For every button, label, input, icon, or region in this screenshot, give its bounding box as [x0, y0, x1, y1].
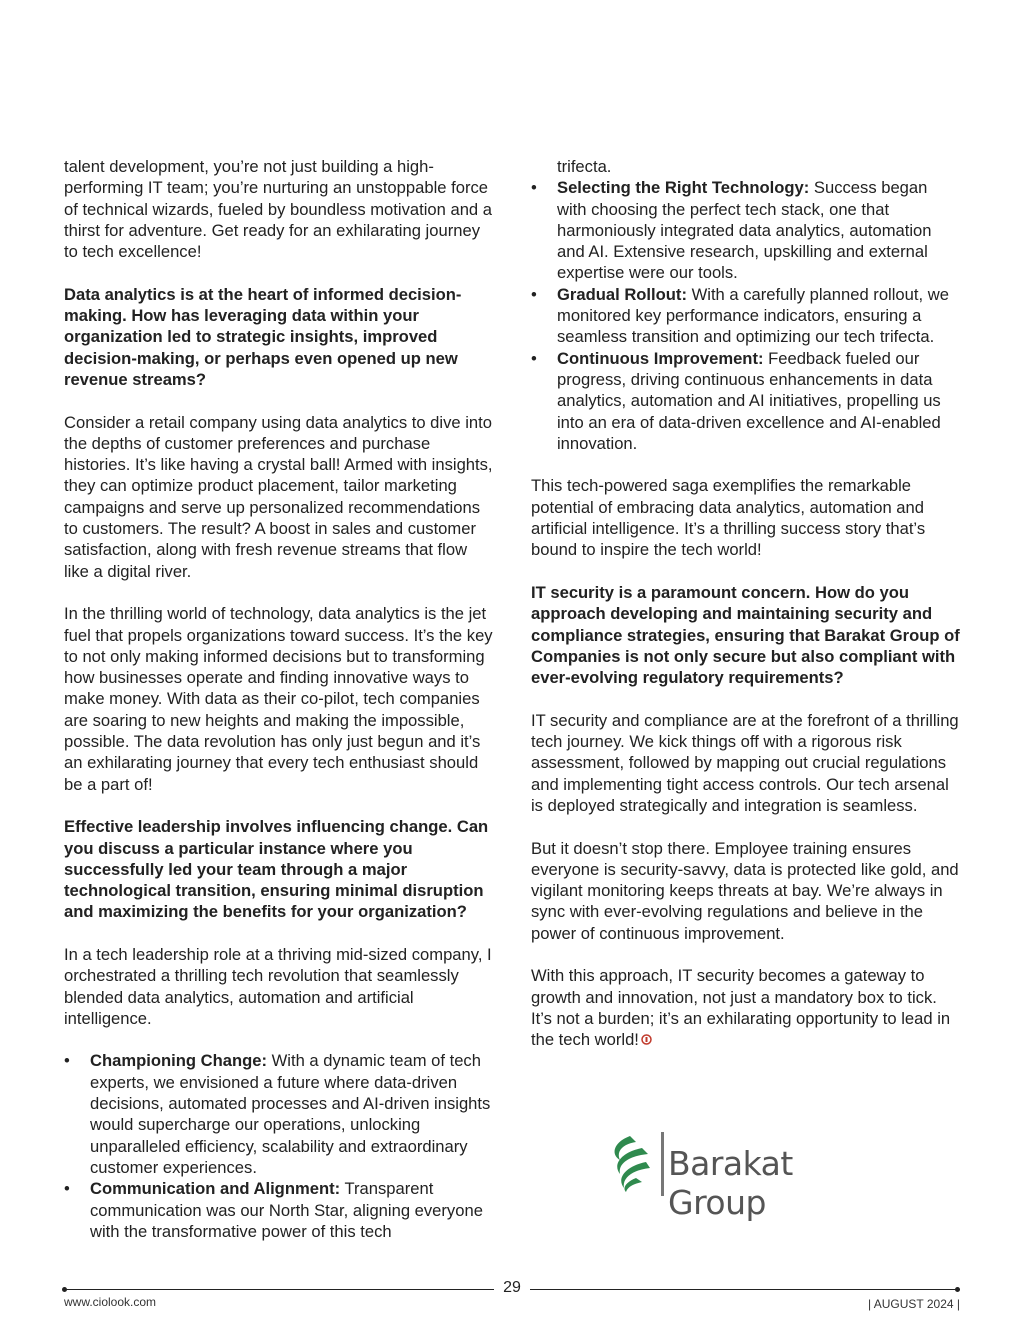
list-item-title: Continuous Improvement: [557, 348, 764, 368]
barakat-leaf-icon [606, 1134, 652, 1194]
bullet-icon: • [531, 178, 537, 198]
list-continuation: trifecta. [557, 157, 612, 176]
answer-paragraph-retail: Consider a retail company using data analytics to dive into the depths of customer preferences and purchase histories. It’s like having a crystal ball! Armed with insights, they can optimize product placement, tailor marketing campaigns and serve up personalized recommendations to customers. The result? A boost in sales and customer satisfaction, along with fresh revenue streams that flow like a digital river. [64, 412, 493, 581]
list-item [531, 177, 961, 283]
barakat-group-logo [606, 1132, 896, 1222]
answer-paragraph-security: IT security and compliance are at the forefront of a thrilling tech journey. We kick things off with a rigorous risk assessment, followed by mapping out crucial regulations and implementing tight access controls. Our tech arsenal is deployed strategically and integration is seamless. [531, 710, 959, 815]
footer-rule-end-left [62, 1287, 67, 1292]
footer-issue-date: | AUGUST 2024 | [867, 1297, 960, 1311]
closing-paragraph [531, 965, 961, 1050]
question-data-analytics: Data analytics is at the heart of informed decision-making. How has leveraging data within your organization led to strategic insights, improved decision-making, or perhaps even opened up new revenue streams? [64, 284, 462, 389]
bullet-icon: • [64, 1051, 70, 1071]
list-item-title: Championing Change: [90, 1051, 267, 1071]
bullet-icon: • [531, 348, 537, 368]
list-item [64, 1050, 494, 1178]
list-item [531, 348, 961, 454]
list-item-text: With a dynamic team of tech experts, we envisioned a future where data-driven decisions, automated processes and AI-driven insights would supercharge our operations, unlocking unparalleled efficiency, scalability and extraordinary customer experiences. [90, 1051, 491, 1177]
answer-paragraph-jet-fuel: In the thrilling world of technology, data analytics is the jet fuel that propels organizations toward success. It’s the key to not only making informed decisions but to transforming how businesses operate and finding innovative ways to make money. With data as their co-pilot, tech companies are soaring to new heights and making the impossible, possible. The data revolution has only just begun and it’s an exhilarating journey that every tech enthusiast should be a part of! [64, 604, 493, 794]
list-item-title: Gradual Rollout: [557, 284, 687, 304]
list-item [531, 284, 961, 348]
end-mark-icon [641, 1034, 652, 1045]
transition-list-left [64, 1050, 494, 1242]
closing-text: With this approach, IT security becomes a gateway to growth and innovation, not just a mandatory box to tick. It’s not a burden; it’s an exhilarating opportunity to lead in the tech world! [531, 966, 951, 1050]
answer-paragraph-training: But it doesn’t stop there. Employee training ensures everyone is security-savvy, data is protected like gold, and vigilant monitoring keeps threats at bay. We’re always in sync with ever-evolving regulations and believe in the power of continuous improvement. [531, 838, 959, 943]
footer-rule-end-right [955, 1287, 960, 1292]
list-item-text: Success began with choosing the perfect tech stack, one that harmoniously integrated data analytics, automation and AI. Extensive research, upskilling and external expertise were our tools. [557, 178, 932, 283]
left-column [64, 156, 494, 1263]
list-item-text: Transparent communication was our North Star, aligning everyone with the transformative power of this tech [90, 1179, 483, 1241]
bullet-icon: • [531, 284, 537, 304]
saga-paragraph: This tech-powered saga exemplifies the remarkable potential of embracing data analytics, automation and artificial intelligence. It’s a thrilling success story that’s bound to inspire the tech world! [531, 476, 926, 560]
answer-paragraph-leadership: In a tech leadership role at a thriving mid-sized company, I orchestrated a thrilling tech revolution that seamlessly blended data analytics, automation and artificial intelligence. [64, 944, 492, 1028]
question-leadership: Effective leadership involves influencing change. Can you discuss a particular instance where you successfully led your team through a major technological transition, ensuring minimal disruption and maximizing the benefits for your organization? [64, 817, 489, 922]
logo-divider [661, 1132, 664, 1196]
list-item-text: Feedback fueled our progress, driving continuous enhancements in data analytics, automation and AI initiatives, propelling us into an era of data-driven excellence and AI-enabled innovation. [557, 348, 941, 453]
list-item-text: With a carefully planned rollout, we monitored key performance indicators, ensuring a seamless transition and optimizing our tech trifecta. [557, 284, 949, 347]
transition-list-right [531, 177, 961, 454]
question-it-security: IT security is a paramount concern. How do you approach developing and maintaining security and compliance strategies, ensuring that Barakat Group of Companies is not only secure but also compliant with ever-evolving regulatory requirements? [531, 582, 960, 688]
list-item [64, 1178, 494, 1242]
page-number: 29 [494, 1279, 530, 1297]
footer-website: www.ciolook.com [64, 1295, 157, 1309]
right-column [531, 156, 961, 1072]
bullet-icon: • [64, 1179, 70, 1199]
list-item-title: Communication and Alignment: [90, 1179, 341, 1199]
intro-paragraph: talent development, you’re not just building a high-performing IT team; you’re nurturing an unstoppable force of technical wizards, fueled by boundless motivation and a thirst for adventure. Get ready for an exhilarating journey to tech excellence! [64, 157, 493, 262]
list-item-title: Selecting the Right Technology: [557, 178, 810, 198]
logo-text: Barakat Group [668, 1144, 793, 1222]
